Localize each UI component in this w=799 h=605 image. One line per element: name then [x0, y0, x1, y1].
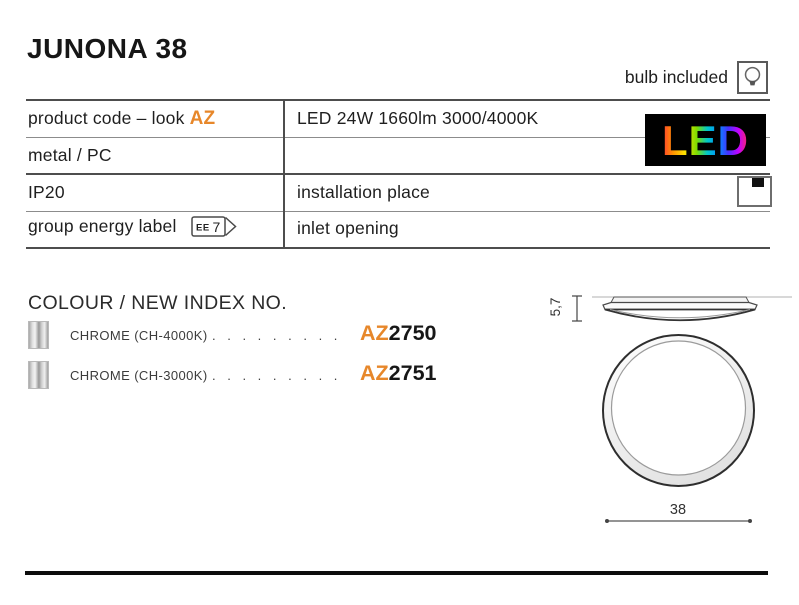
height-dimension-label: 5,7	[548, 297, 563, 317]
table-column-divider	[283, 99, 285, 249]
diameter-dimension	[605, 502, 752, 523]
table-divider-row3	[26, 211, 770, 212]
index-code-number: 2750	[388, 321, 437, 345]
energy-badge-prefix: EE	[195, 222, 210, 234]
chrome-swatch	[28, 321, 49, 349]
spec-energy-label	[28, 216, 237, 237]
index-code	[360, 361, 437, 386]
led-logo	[645, 114, 766, 166]
colour-section-heading: COLOUR / NEW INDEX NO.	[28, 292, 288, 314]
index-code-number: 2751	[388, 361, 437, 385]
ceiling-mount-icon	[737, 176, 772, 207]
energy-label-text: group energy label	[28, 216, 177, 236]
spec-ip-rating: IP20	[28, 182, 65, 202]
product-code-look: AZ	[189, 108, 216, 129]
finish-name: CHROME (CH-4000K)	[70, 328, 208, 343]
lamp-side-profile	[603, 297, 757, 320]
ceiling-mount-lamp-mark	[752, 178, 764, 187]
table-border-bottom	[26, 247, 770, 249]
spec-light-source: LED 24W 1660lm 3000/4000K	[297, 108, 539, 128]
energy-class-arrow-icon	[191, 216, 237, 237]
spec-material: metal / PC	[28, 145, 112, 165]
bulb-included	[625, 61, 768, 94]
page-title: JUNONA 38	[27, 33, 188, 64]
chrome-swatch	[28, 361, 49, 389]
product-code-label: product code – look	[28, 108, 185, 128]
finish-name: CHROME (CH-3000K)	[70, 368, 208, 383]
colour-item-row	[28, 361, 473, 389]
table-divider-mid	[26, 173, 770, 175]
page-footer-rule	[25, 571, 768, 575]
leader-dots: . . . . . . . . .	[212, 328, 342, 343]
spec-product-code	[28, 108, 215, 130]
energy-badge-class: 7	[212, 219, 221, 235]
lamp-top-view	[603, 335, 754, 486]
index-code-prefix: AZ	[360, 321, 389, 345]
table-border-top	[26, 99, 770, 101]
spec-installation-place: installation place	[297, 182, 430, 202]
lightbulb-icon	[737, 61, 768, 94]
spec-inlet-opening: inlet opening	[297, 218, 399, 238]
index-code-prefix: AZ	[360, 361, 389, 385]
index-code	[360, 321, 437, 346]
height-dimension	[548, 296, 582, 321]
lamp-dimension-diagram	[530, 270, 799, 540]
led-logo-text: LED	[662, 117, 749, 164]
bulb-included-label: bulb included	[624, 67, 728, 87]
leader-dots: . . . . . . . . .	[212, 368, 342, 383]
diameter-dimension-label: 38	[669, 502, 687, 518]
colour-item-row	[28, 321, 473, 349]
